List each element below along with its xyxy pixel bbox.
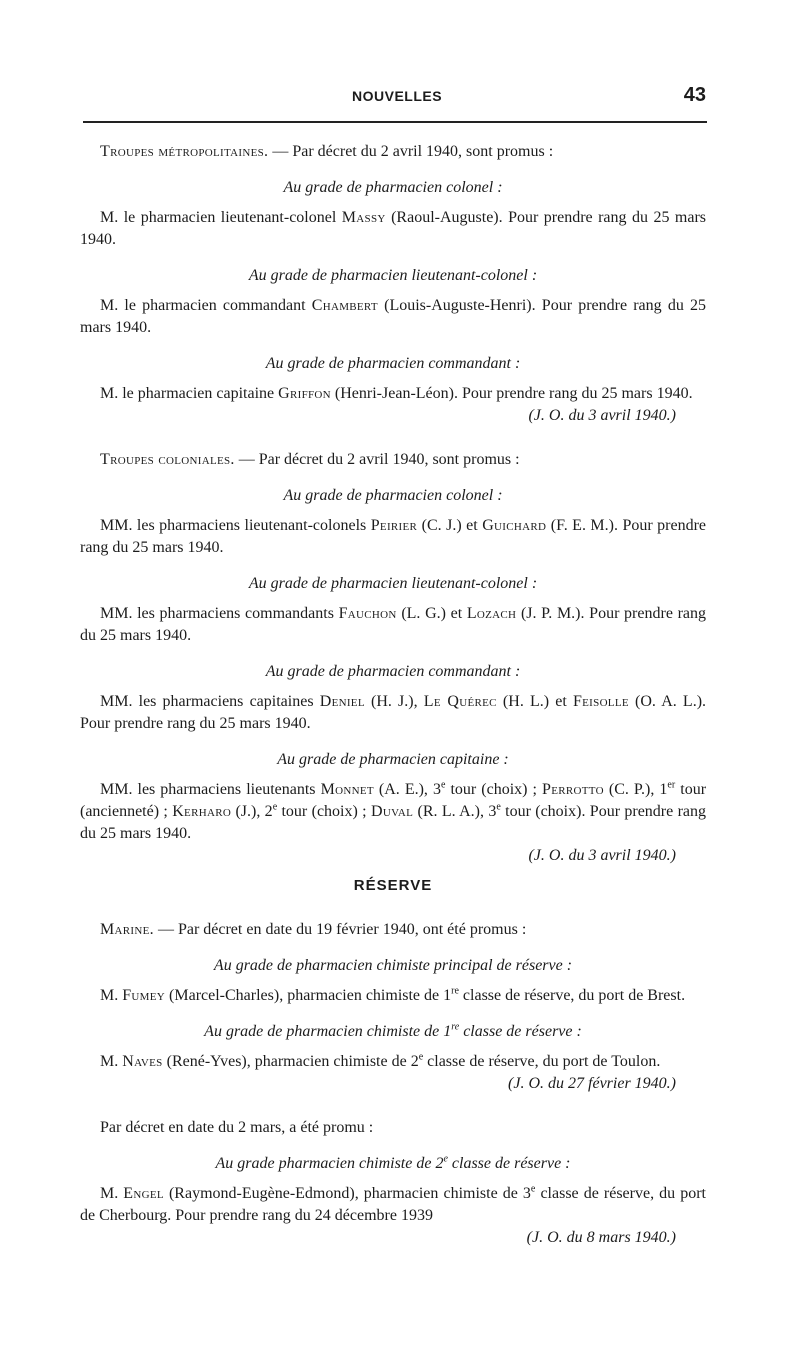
section-lead-text: — Par décret du 2 avril 1940, sont promus : [234, 451, 520, 468]
journal-reference: (J. O. du 3 avril 1940.) [528, 847, 676, 864]
person-name: Fauchon [338, 605, 397, 622]
person-name: Chambert [311, 297, 378, 314]
person-name: Kerharo [172, 803, 232, 820]
marine-paragraph: Marine. — Par décret en date du 19 février 1940, ont été promus : [100, 921, 527, 938]
grade-heading: Au grade de pharmacien capitaine : [277, 751, 509, 768]
promotion-entry: MM. les pharmaciens lieutenant-colonels Peirier (C. J.) et Guichard (F. E. M.). Pour prendre rang du 25 mars 1940. [80, 517, 707, 556]
article-body [80, 141, 706, 1249]
grade-heading: Au grade pharmacien chimiste de 2e classe de réserve : [215, 1153, 571, 1172]
decree-paragraph: Par décret en date du 2 mars, a été promu : [100, 1119, 374, 1136]
person-name: Duval [370, 803, 414, 820]
grade-heading: Au grade de pharmacien lieutenant-colonel : [248, 575, 538, 592]
reserve-heading: RÉSERVE [353, 877, 433, 894]
grade-heading: Au grade de pharmacien commandant : [265, 663, 521, 680]
section-lead: Marine. [100, 921, 154, 938]
person-name: Engel [123, 1185, 164, 1202]
promotion-entry: M. Naves (René-Yves), pharmacien chimiste de 2e classe de réserve, du port de Toulon. [100, 1051, 661, 1070]
journal-reference: (J. O. du 27 février 1940.) [508, 1075, 676, 1092]
person-name: Feisolle [572, 693, 629, 710]
person-name: Monnet [320, 781, 374, 798]
promotion-entry: MM. les pharmaciens lieutenants Monnet (A. E.), 3e tour (choix) ; Perrotto (C. P.), 1er tour (ancienneté) ; Kerharo (J.), 2e tour (choix) ; Duval (R. L. A.), 3e tour (choix). Pour prendre rang du 25 mars 1940. [80, 779, 707, 842]
person-name: Deniel [319, 693, 365, 710]
person-name: Perrotto [542, 781, 604, 798]
grade-heading: Au grade de pharmacien lieutenant-colonel : [248, 267, 538, 284]
promotion-entry: M. Fumey (Marcel-Charles), pharmacien chimiste de 1re classe de réserve, du port de Brest. [100, 985, 686, 1004]
person-name: Peirier [370, 517, 418, 534]
person-name: Fumey [122, 987, 166, 1004]
page-number: 43 [683, 84, 706, 106]
promotion-entry: MM. les pharmaciens commandants Fauchon (L. G.) et Lozach (J. P. M.). Pour prendre rang du 25 mars 1940. [80, 605, 707, 644]
grade-heading: Au grade de pharmacien chimiste principal de réserve : [213, 957, 573, 974]
person-name: Guichard [482, 517, 547, 534]
colo-paragraph [80, 449, 706, 471]
promotion-entry: M. le pharmacien lieutenant-colonel Massy (Raoul-Auguste). Pour prendre rang du 25 mars 1940. [80, 209, 707, 248]
section-lead-text: — Par décret du 2 avril 1940, sont promus : [268, 143, 554, 160]
running-header [80, 84, 706, 112]
grade-heading: Au grade de pharmacien commandant : [265, 355, 521, 372]
person-name: Massy [341, 209, 386, 226]
header-rule [83, 121, 707, 123]
person-name: Lozach [466, 605, 517, 622]
metro-paragraph [80, 141, 706, 163]
grade-heading: Au grade de pharmacien chimiste de 1re classe de réserve : [204, 1021, 582, 1040]
promotion-entry: MM. les pharmaciens capitaines Deniel (H. J.), Le Quérec (H. L.) et Feisolle (O. A. L.). Pour prendre rang du 25 mars 1940. [80, 693, 707, 732]
section-lead: Troupes coloniales. [100, 451, 235, 468]
section-lead: Troupes métropolitaines. [100, 143, 269, 160]
header-title: NOUVELLES [352, 88, 443, 104]
promotion-entry: M. le pharmacien capitaine Griffon (Henri-Jean-Léon). Pour prendre rang du 25 mars 1940. [100, 385, 693, 402]
person-name: Griffon [278, 385, 331, 402]
promotion-entry: M. Engel (Raymond-Eugène-Edmond), pharmacien chimiste de 3e classe de réserve, du port de Cherbourg. Pour prendre rang du 24 décembre 1939 [80, 1183, 706, 1224]
grade-heading: Au grade de pharmacien colonel : [283, 179, 503, 196]
promotion-entry: M. le pharmacien commandant Chambert (Louis-Auguste-Henri). Pour prendre rang du 25 mars 1940. [80, 297, 706, 336]
journal-reference: (J. O. du 8 mars 1940.) [526, 1229, 676, 1246]
person-name: Le Quérec [423, 693, 497, 710]
journal-reference: (J. O. du 3 avril 1940.) [528, 407, 676, 424]
grade-heading: Au grade de pharmacien colonel : [283, 487, 503, 504]
person-name: Naves [122, 1053, 163, 1070]
